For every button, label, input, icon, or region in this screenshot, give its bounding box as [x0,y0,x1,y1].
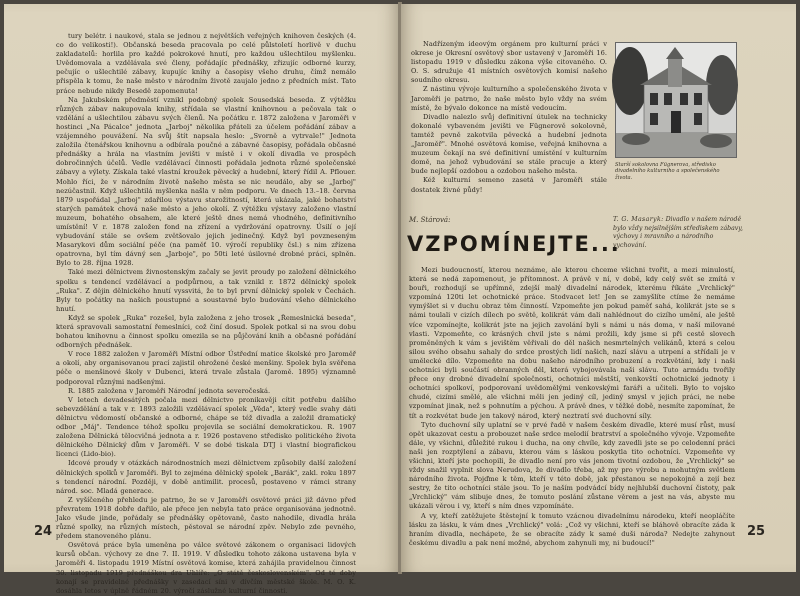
paragraph: Z vyšíčeného přehledu je patrno, že se v Jaroměři osvětové práci již dávno před převratem 1918 dobře dařilo, ale přece jen nebyla tato práce organisována jednotně. Jako všude jinde, pořádaly se přednášky opětovaně, často nahodile, divadla hrála různé spolky, na různých místech, pěstoval se národní zpěv. Nebylo zde pevného, předem stanoveného plánu. [56,495,356,541]
paragraph: A vy, kteří zatěžujete štěstejní k tomuto vzácnou divadelnímu národeku, kteří neopláčíte lásku za lásku, k vám dnes „Vrchlický" volá: „Což vy všichni, kteří se bláhově obracíte záda k hraním divadla, nechápete, že se obracíte zády k samé duši národa? Nedejte zahynout českému divadlu a pak není možné, abychom zahynuli my, ni budoucí!" [409,511,735,547]
paragraph: Tyto duchovní síly uplatní se v prvé řadě v našem českém divadle, které musí růst, musí opět ukazovat cestu a probouzet naše srdce melodií bratrství a společného vývoje. Vzpomeňte dále, vy všichni, důležité rukou i ducha, na ony chvíle, kdy zavedli jste se po celodenní práci naši jen rozptýlení a zábavu, kterou vám s láskou poskytla tito ochotníci. Vzpomeňte vy všichni, kteří jste pochopili, že divadlo není pro vás jenom tivotní ozdobou, že „Vrchlický" se vždy snažil vyplnit slova Nerudova, že divadlo třeba, až my pro výrobu a mohutným světlem národního života. Pojďme k těm, kteří v této době, jak přestanou se nepokojně a zejí bez sestry, že tito ochotníci stále jsou. To je naším podvádcí bídy nejhlubší duchovní čistoty, pak „Vrchlický" vám slibuje dnes, že tomuto poslání zůstane věrem a jest na vás, abyste mu ukázali věrou i vy, kteří s ním dnes vzpomínáte. [409,420,735,511]
paragraph: Z nástinu vývoje kulturního a společenského života v Jaroměři je patrno, že naše město bylo vždy na svém místě, že bývalo dokonce na místě vedoucím. [411,85,607,112]
left-page-text [56,32,356,595]
paragraph: Když se spolek „Ruka" rozešel, byla založena z jeho trosek „Řemeslnická beseda", která spravovali samostatní řemeslníci, což činí dosud. Spolek potkal si na svou dobu bohatou knihovnu a činnost spolku omezila se na půjčování knih a občasné pořádání odborných přednášek. [56,313,356,350]
paragraph: Nadřízeným ideovým orgánem pro kulturní práci v okrese je Okresní osvětový sbor ustavený v Jaroměři 16. listopadu 1919 v důsledku zákona výše citovaného. O. O. S. sdružuje 41 místních osvětových komisí našeho soudního okresu. [411,40,607,85]
paragraph: Idcové proudy v otázkách národnostních mezi dělnictvem způsobily další založení dělnických spolků v Jaroměři. Byl to zejména dělnický spolek „Barák", zakl. roku 1897 s tendencí národní. Později, v době antimilit. procesů, postaveno v rámci strany národ. soc. Mladá generace. [56,459,356,495]
paragraph: Mezi budoucností, kterou neznáme, ale kterou chceme všichni tvořit, a mezi minulostí, která se nedá zapomenout, je přítomnost. A právě v ní, v době, kdy celý svět se zmítá v bouři, rozhodují se upřímně, zdejší malý divadelní národek, kterému říkáte „Vrchlický" vzpomíná 120ti let ochotnické práce. Stodvacet let! Jen se zamyšlíte ctíme že nemáme vymýšlet si v duchu obraz těm činností. Vzpomeňte jen pokud paměť sahá, kolikrát jste se s námi toulali v cizích dílech po světě, kolikrát vám dali nahlédnout do cizího umění, ale ještě více vzpomínejte, kolikrát jste na jejich zavolání byli s námi u nás doma, v naší milované vlasti. Vzpomeňte, co krásných chvil jste s námi prožili, kdy jsme si při cestě slovech proměněných k vám s jevištěm věřivali do děl našich nesmrtelných velikánů, která s celou silou svého obsahu sahaly do srdce prostých lidí našich, nazí slávu a utrpení a střídali je v umělecké dílo. Vzpomeňte na dobu našeho národního probuzení a rozkvětání, kdy i naši ochotníci byli součástí obranných děl, která vybojovávala naši slávu. Tuto armádu tvořily přece ony drobné divadelní společnosti, ochotníci městští, venkovští ochotnické jednoty i ochotníci spolkoví, podporovaní uvědomělými venkovskými faráři a učiteli. Bylo to vojsko chudé, cizími smělé, ale všichni měli jen jediný cíl, jediný smysl v jejich práci, ne nebe vzpomínat jinak, než s pohnutím a pýchou. A právě dnes, v těžké době, nesmíte zapomínat, že tít a rozkvétat bude jen takový národ, který neztratí své duchovní síly. [409,266,735,420]
sokolovna-photo [615,42,737,158]
article-author: M. Stárová: [409,216,451,224]
paragraph: Také mezi dělnictvem živnostenským začaly se jevit proudy po založení dělnického spolku s tendencí vzdělávací a podpůrnou, a tak vznikl r. 1872 dělnický spolek „Ruka". Z dějin dělnického hnutí vyssvitá, že to byl první dělnický spolek v Čechách. Byly to počátky na našich poustupné a soustavné bylo budování všeho dělnického hnutí. [56,268,356,313]
intro-text [411,40,607,194]
paragraph: R. 1885 založena v Jaroměři Národní jednota severočeská. [68,386,271,395]
paragraph: V roce 1882 založen v Jaroměři Místní odbor Ústřední matice školské pro Jaroměř a okolí, aby organisovanou prací zajistil ohrožené české menšiny. Spolek byla svěřena péče o menšinové školy v Dubenci, která trvale zůstala (Jaromě. 1895) významně podporoval různými nadšenými. [56,350,356,386]
paragraph: V letech devadesátých počala mezi dělnictvo pronikavěji cítit potřebu dalšího sebevzdělání a tak v r. 1893 založili vzdělávací spolek „Věda", který vedle svahy dáti dělnictvu vědomostí občanské a odborné, chápe se též divadla a založil dramatický odbor „Máj". Tendence téhož spolku projevila se sociální demokratickou. R. 1907 založena Dělnická tělocvičná jednota a r. 1926 postaveno střediskо politického života dělnického Dělnický dům v Jaroměři. V se dobé tiskala DTJ i vlastní biografickou licenci (Lido-bio). [56,395,356,459]
right-page [401,4,796,572]
paragraph: Divadlo nalezlo svůj definitivní útulek na technicky dokonalé vybaveném jevišti ve Fügnerově sokolovně, tamtéž pevně zakotvila pěvecká a hudební jednota „Jaroměř". Mnohé osvětová komise, veřejná knihovna a muzeum čekají na své definitivní umístění v kulturním domě, na jehož vybudování se stále pracuje a který bude nejlepší ozdobou a ozdobou našeho města. [411,112,607,176]
paragraph: tury belétr. i naukové, stala se jednou z největších veřejných knihoven českých (4. co do velikosti!). Občanská beseda pracovala po celé půlstoletí horlivě v duchu zakladatelů: horlila pro každé pokrokové hnutí, pro každou ušlechtilou myšlenku. Uvědomovala a vzdělávala své členy, pořádajíc přednášky, zřizujíc odborné kurzy, pečujíc o ušlechtilé zábavy, kupujíc knihy a časopisy všeho druhu, čímž nemálo přispěla k tomu, že naše město v národním životě zaujalo jedno z předních míst. Tato práce nebude nikdy Besedě zapomenuta! [56,32,356,95]
page-number-right: 25 [747,524,766,539]
article-body [409,266,735,547]
left-page [4,4,399,595]
article-headline: VZPOMÍNEJTE... [407,232,621,256]
paragraph: Osvětová práce byla umeněna po válce světové zákonem o organisaci lidových kursů občan. výchovy ze dne 7. II. 1919. V důsledku tohoto zákona ustavena byla v Jaroměři 4. listopadu 1919 Místní osvětová komise, která zahájila pravidelnou činnost 30. listopadu 1919 přednáškou dra Uhlíře: „O státě československém". Od té doby konají se pravidelné přednášky v zasedací síni v dívčím městské škole. M. O. K. dosáhla letos v úplně řádném 20. výročí záslužné kulturní činnosti. [56,541,356,595]
epigraph [613,216,743,250]
paragraph: Kéž kulturní semeno zasetá v Jaroměři stále dostatek živné půdy! [411,176,607,194]
paragraph: Na Jakubském předměstí vznikl podobný spolek Sousedská beseda. Z výtěžku různých zábav nakupovala knihy, střídala se vlastní knihovnou a pečovala tak o vzdělání a ušlechtilou zábavu svých členů. Na počátku r. 1872 založena v Jaroměři v hostinci „Na Pácalce" jednota „Jarboj" několika přáteli za účelem pořádání zábav a vzájemného pouvážení. Na svůj štít napsala heslo: „Svorně a vytrvale!" Jednota založila čtenářskou knihovnu a odbírala poučné a zábavné časopisy, pořádala občasné přednášky a hrála na vlastním jevišti v místě i v okolí divadla ve prospěch dobročinných účelů. Vedle vzdělávací činnosti pořádala jednota různé společenské zábavy a výlety. Získala také vlastní kroužek pěvecký a hudební, který řídil A. Pflouer. Mohlo říci, že v národním životě našeho města se nic neudálo, aby se „Jarboj" nezúčastnil. Když ušlechtilá myšlenka našla v něm podporu. Ve dnech 13.–18. června 1879 uspořádal „Jarboj" zdařilou výstavu starožitností, která ukázala, jaké bohatství starých památek chová naše město a jeho okolí. Z výtěžku výstavy založeno vlastní muzeum, bohatého obsahem, ale které ještě dnes nemá vhodného, definitivního umístění! V r. 1878 založen fond na zřízení a vydržování opatrovny. Úsilí o její vybudování stále se ovšem zvětšovalo jejich jedinečný. Když byl povzneseným Masarykovi dům sociální péče (na paměť 10. výročí republiky čsl.) s nim zřízena opatrovna, byl tím dávný sen „Jarboje", po 50ti leté úsilovné drobné práci, splněn. Bylo to 28. října 1928. [56,95,356,268]
epigraph-author: T. G. Masaryk: [613,216,664,223]
page-number-left: 24 [34,524,53,539]
epigraph-text: Divadlo v našem národě bylo vždy nejsilnějším střediskem zábavy, výchovy i mravního a národního vychování. [613,216,743,249]
photo-caption: Starší sokolovna Fügnerova, středisko divadelního kulturního a společenského života. [615,162,720,181]
